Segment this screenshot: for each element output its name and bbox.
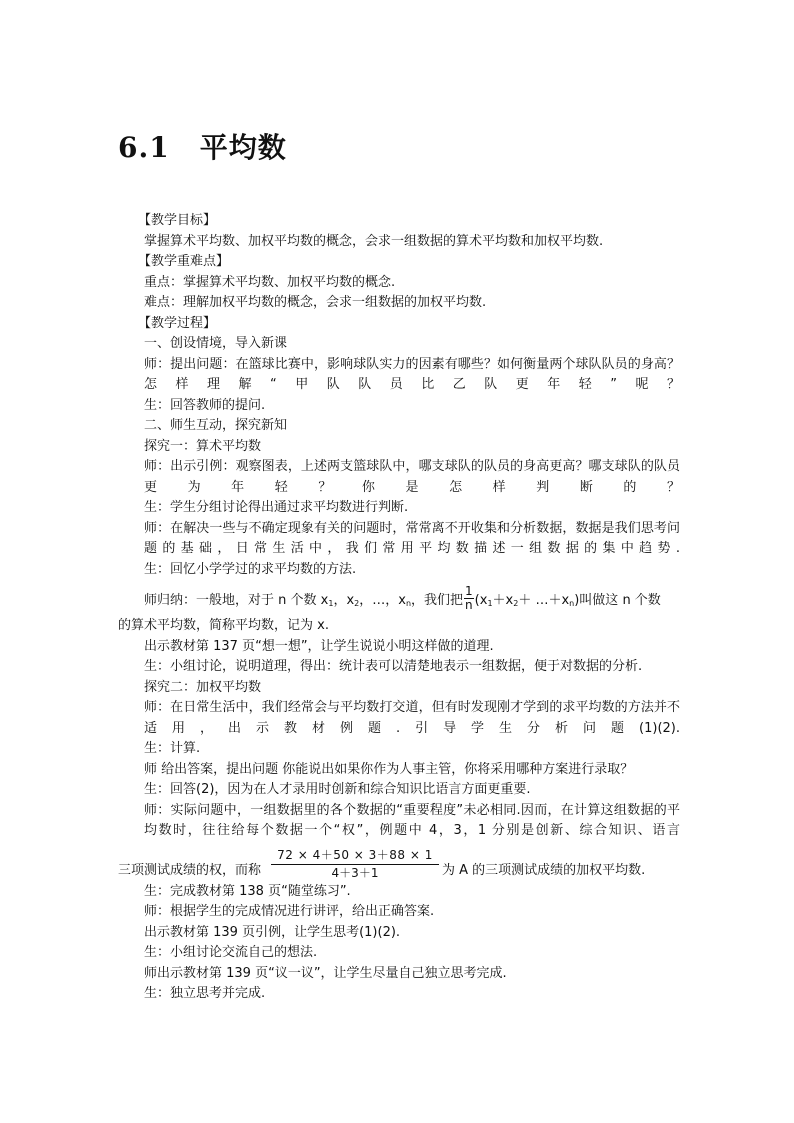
fraction-denominator: n xyxy=(465,598,473,612)
formula-subscript: 1 xyxy=(328,599,334,608)
paragraph-weights: 师：实际问题中，一组数据里的各个数据的“重要程度”未必相同.因而，在计算这组数据的平均数时，往往给每个数据一个“权”，例题中 4，3，1 分别是创新、综合知识、语言 xyxy=(144,802,680,838)
paragraph-answer-2: 生：回答(2)，因为在人才录用时创新和综合知识比语言方面更重要. xyxy=(144,782,531,797)
section-number: 6.1 xyxy=(118,131,170,164)
paragraph-practice-138: 生：完成教材第 138 页“随堂练习”. xyxy=(144,883,351,899)
weighted-average-fraction xyxy=(271,846,439,881)
paragraph-statistics-table: 生：小组讨论，说明道理，得出：统计表可以清楚地表示一组数据，便于对数据的分析. xyxy=(144,659,643,674)
paragraph-hr-question: 师 给出答案，提出问题 你能说出如果你作为人事主管，你将采用哪种方案进行录取？ xyxy=(144,761,634,777)
formula-subscript: 1 xyxy=(487,599,493,608)
formula-text: ＋x xyxy=(492,593,514,608)
fraction-numerator: 72 × 4＋50 × 3＋88 × 1 xyxy=(271,846,439,865)
formula-text: ，x xyxy=(333,593,355,608)
paragraph-goals: 掌握算术平均数、加权平均数的概念，会求一组数据的算术平均数和加权平均数. xyxy=(144,233,604,249)
formula-text: ＋ …＋x xyxy=(518,593,570,608)
formula-text: 师归纳：一般地，对于 n 个数 x xyxy=(144,593,329,608)
paragraph-definition-cont: 的算术平均数，简称平均数，记为 x. xyxy=(118,618,329,633)
paragraph-weighted-intro: 师：在日常生活中，我们经常会与平均数打交道，但有时发现刚才学到的求平均数的方法并不适用，出示教材例题.引导学生分析问题(1)(2). xyxy=(144,700,680,736)
heading-teaching-process: 【教学过程】 xyxy=(138,315,217,331)
section-title-text: 平均数 xyxy=(199,131,287,164)
paragraph-textbook-137: 出示教材第 137 页“想一想”，让学生说说小明这样做的道理. xyxy=(144,638,494,654)
formula-text: (x xyxy=(474,593,488,608)
paragraph-difficulty: 难点：理解加权平均数的概念，会求一组数据的加权平均数. xyxy=(144,295,487,310)
subheading-weighted-mean: 探究二：加权平均数 xyxy=(144,679,262,695)
heading-teaching-goals: 【教学目标】 xyxy=(138,213,217,228)
paragraph-definition-formula xyxy=(118,586,680,616)
paragraph-discuss-139: 师出示教材第 139 页“议一议”，让学生尽量自己独立思考完成. xyxy=(144,965,507,981)
paragraph-calculate: 生：计算. xyxy=(144,741,201,756)
paragraph-review: 师：根据学生的完成情况进行讲评，给出正确答案. xyxy=(144,904,435,919)
formula-subscript: 2 xyxy=(354,599,360,608)
formula-text: 三项测试成绩的权，而称 xyxy=(118,862,262,878)
section-heading-intro: 一、创设情境，导入新课 xyxy=(144,336,288,351)
paragraph-student-answer: 生：回答教师的提问. xyxy=(144,397,266,413)
formula-subscript: n xyxy=(405,599,412,608)
paragraph-independent: 生：独立思考并完成. xyxy=(144,986,266,1001)
paragraph-data-analysis: 师：在解决一些与不确定现象有关的问题时，常常离不开收集和分析数据，数据是我们思考问题的基础，日常生活中，我们常用平均数描述一组数据的集中趋势. xyxy=(144,520,680,556)
formula-subscript: n xyxy=(569,599,575,608)
fraction-numerator: 1 xyxy=(465,584,473,598)
formula-text: ，我们把 xyxy=(411,593,464,608)
fraction-one-over-n xyxy=(464,585,474,612)
paragraph-example-139: 出示教材第 139 页引例，让学生思考(1)(2). xyxy=(144,924,401,940)
paragraph-question: 师：提出问题：在篮球比赛中，影响球队实力的因素有哪些？如何衡量两个球队队员的身高？怎样理解“甲队队员比乙队更年轻”呢？ xyxy=(144,356,680,392)
paragraph-example: 师：出示引例：观察图表，上述两支篮球队中，哪支球队的队员的身高更高？哪支球队的队员更为年轻？你是怎样判断的？ xyxy=(144,459,680,495)
section-heading-interaction: 二、师生互动，探究新知 xyxy=(144,418,288,433)
paragraph-discuss: 生：小组讨论交流自己的想法. xyxy=(144,945,318,960)
paragraph-key-point: 重点：掌握算术平均数、加权平均数的概念. xyxy=(144,274,396,290)
heading-key-points: 【教学重难点】 xyxy=(138,254,230,269)
paragraph-weighted-formula xyxy=(118,846,680,882)
paragraph-recall: 生：回忆小学学过的求平均数的方法. xyxy=(144,561,357,577)
fraction-denominator: 4＋3＋1 xyxy=(331,865,379,880)
formula-text: ，…，x xyxy=(359,593,406,608)
subheading-arithmetic-mean: 探究一：算术平均数 xyxy=(144,438,262,454)
formula-text: 为 A 的三项测试成绩的加权平均数. xyxy=(442,862,646,878)
section-title xyxy=(118,126,287,166)
lesson-body xyxy=(118,211,680,1005)
formula-subscript: 2 xyxy=(513,599,519,608)
paragraph-group-discussion: 生：学生分组讨论得出通过求平均数进行判断. xyxy=(144,500,409,515)
formula-text: )叫做这 n 个数 xyxy=(574,593,661,608)
